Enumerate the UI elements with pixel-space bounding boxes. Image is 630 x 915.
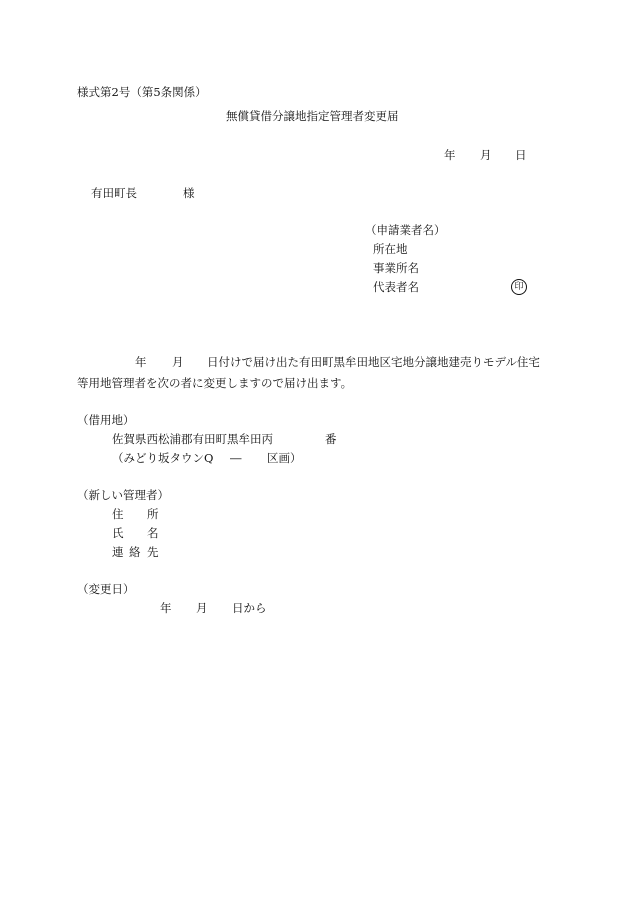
new-manager-contact-label-2: 絡 [129, 545, 141, 559]
body-text-line2: 等用地管理者を次の者に変更しますので届け出ます。 [77, 376, 353, 390]
addressee-name: 有田町長 [91, 186, 137, 200]
applicant-heading: （申請業者名） [365, 223, 446, 237]
date-day: 日 [515, 148, 527, 162]
new-manager-name-label-2: 名 [147, 526, 159, 540]
lot-heading: （借用地） [77, 413, 135, 427]
document-title: 無償貸借分譲地指定管理者変更届 [226, 109, 399, 123]
new-manager-name-label-1: 氏 [112, 526, 124, 540]
lot-town: （みどり坂タウンQ [112, 451, 214, 465]
new-manager-address-label-2: 所 [147, 507, 159, 521]
new-manager-heading: （新しい管理者） [77, 488, 169, 502]
new-manager-contact-label-3: 先 [147, 545, 159, 559]
date-month: 月 [480, 148, 492, 162]
body-text-line1: 日付けで届け出た有田町黒牟田地区宅地分譲地建売りモデル住宅 [207, 355, 540, 369]
change-date-month: 月 [196, 601, 208, 615]
new-manager-address-label-1: 住 [112, 507, 124, 521]
change-date-heading: （変更日） [77, 582, 135, 596]
body-month: 月 [172, 355, 184, 369]
date-year: 年 [444, 148, 456, 162]
applicant-representative-label: 代表者名 [373, 280, 419, 294]
addressee-honorific: 様 [183, 186, 195, 200]
body-year: 年 [135, 355, 147, 369]
lot-number-suffix: 番 [325, 432, 337, 446]
lot-address: 佐賀県西松浦郡有田町黒牟田丙 [112, 432, 273, 446]
lot-section: 区画） [267, 451, 302, 465]
applicant-location-label: 所在地 [373, 242, 408, 256]
new-manager-contact-label-1: 連 [112, 545, 124, 559]
lot-dash: ― [230, 451, 242, 465]
change-date-year: 年 [160, 601, 172, 615]
applicant-office-label: 事業所名 [373, 261, 419, 275]
seal-mark: 印 [511, 279, 527, 295]
change-date-day-from: 日から [232, 601, 267, 615]
form-number-label: 様式第2号（第5条関係） [77, 85, 207, 99]
